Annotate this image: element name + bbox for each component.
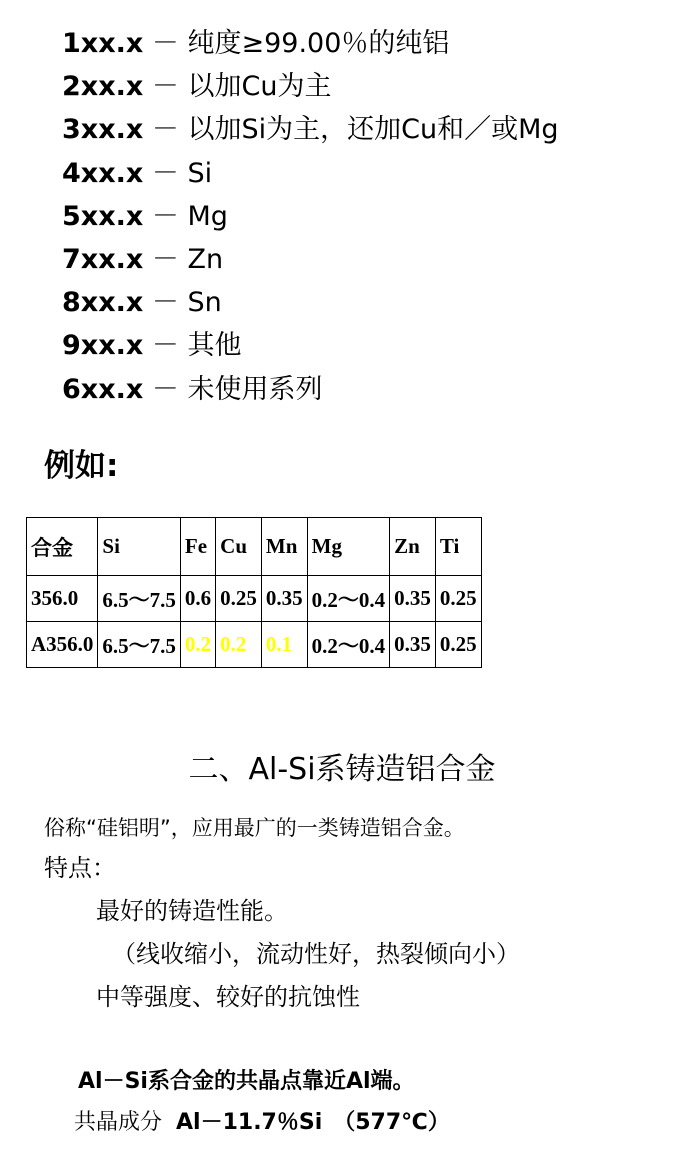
table-cell: 0.25 <box>435 622 481 668</box>
header-cell-mg: Mg <box>307 518 390 576</box>
series-item-4xx <box>62 152 559 195</box>
series-list <box>62 22 559 411</box>
series-code: 5xx.x <box>62 200 144 232</box>
eutectic-label: 共晶成分 <box>74 1110 163 1135</box>
series-desc: 以加Cu为主 <box>187 71 332 103</box>
eutectic-composition <box>74 1106 450 1140</box>
section-title: 二、Al-Si系铸造铝合金 <box>188 752 496 787</box>
header-cell-cu: Cu <box>216 518 262 576</box>
eutectic-value: Al－11.7％Si （577℃） <box>176 1110 450 1135</box>
header-cell-fe: Fe <box>180 518 215 576</box>
table-header-row <box>27 518 482 576</box>
series-dash: － <box>151 243 179 275</box>
header-cell-si: Si <box>98 518 181 576</box>
header-cell-mn: Mn <box>261 518 307 576</box>
header-cell-alloy: 合金 <box>27 518 98 576</box>
table-row <box>27 576 482 622</box>
table-cell: 0.2～0.4 <box>307 622 390 668</box>
series-item-1xx <box>62 22 559 65</box>
series-dash: － <box>151 71 179 103</box>
series-dash: － <box>151 200 179 232</box>
series-code: 1xx.x <box>62 28 144 59</box>
table-cell: 0.35 <box>390 622 436 668</box>
series-desc: Sn <box>187 287 222 319</box>
feature-item: （线收缩小，流动性好，热裂倾向小） <box>112 940 520 968</box>
series-item-3xx <box>62 108 559 151</box>
series-code: 2xx.x <box>62 71 144 103</box>
series-item-2xx <box>62 65 559 108</box>
series-desc: 以加Si为主，还加Cu和／或Mg <box>187 114 559 146</box>
table-cell: 6.5～7.5 <box>98 576 181 622</box>
series-desc: Zn <box>187 243 224 275</box>
table-cell: 0.25 <box>216 576 262 622</box>
series-item-5xx <box>62 195 559 238</box>
table-cell: 0.35 <box>390 576 436 622</box>
header-cell-ti: Ti <box>435 518 481 576</box>
eutectic-note: Al－Si系合金的共晶点靠近Al端。 <box>78 1069 415 1094</box>
series-desc: Mg <box>187 200 228 232</box>
series-desc: Si <box>187 157 213 189</box>
series-code: 4xx.x <box>62 157 144 189</box>
table-cell: 356.0 <box>27 576 98 622</box>
composition-table <box>26 517 482 668</box>
table-cell: A356.0 <box>27 622 98 668</box>
series-desc: 纯度≥99.00％的纯铝 <box>187 28 450 59</box>
series-dash: － <box>151 157 179 189</box>
series-code: 6xx.x <box>62 373 144 405</box>
table-cell: 0.6 <box>180 576 215 622</box>
series-item-6xx <box>62 368 559 411</box>
series-dash: － <box>151 28 179 59</box>
header-cell-zn: Zn <box>390 518 436 576</box>
table-cell: 0.35 <box>261 576 307 622</box>
series-code: 8xx.x <box>62 287 144 319</box>
example-label: 例如: <box>44 448 119 484</box>
series-item-8xx <box>62 281 559 324</box>
series-code: 9xx.x <box>62 330 144 362</box>
feature-item: 最好的铸造性能。 <box>96 897 288 925</box>
table-cell-highlighted: 0.1 <box>261 622 307 668</box>
series-desc: 未使用系列 <box>187 373 323 405</box>
series-code: 3xx.x <box>62 114 144 146</box>
table-cell: 0.2～0.4 <box>307 576 390 622</box>
table-cell-highlighted: 0.2 <box>216 622 262 668</box>
series-dash: － <box>151 287 179 319</box>
series-desc: 其他 <box>187 330 242 362</box>
features-label: 特点： <box>44 854 116 882</box>
table-cell: 0.25 <box>435 576 481 622</box>
feature-item: 中等强度、较好的抗蚀性 <box>96 983 360 1011</box>
series-item-9xx <box>62 324 559 367</box>
series-dash: － <box>151 114 179 146</box>
series-dash: － <box>151 373 179 405</box>
table-row <box>27 622 482 668</box>
series-item-7xx <box>62 238 559 281</box>
series-code: 7xx.x <box>62 243 144 275</box>
table-cell: 6.5～7.5 <box>98 622 181 668</box>
series-dash: － <box>151 330 179 362</box>
section-intro: 俗称“硅铝明”，应用最广的一类铸造铝合金。 <box>44 816 465 840</box>
table-cell-highlighted: 0.2 <box>180 622 215 668</box>
